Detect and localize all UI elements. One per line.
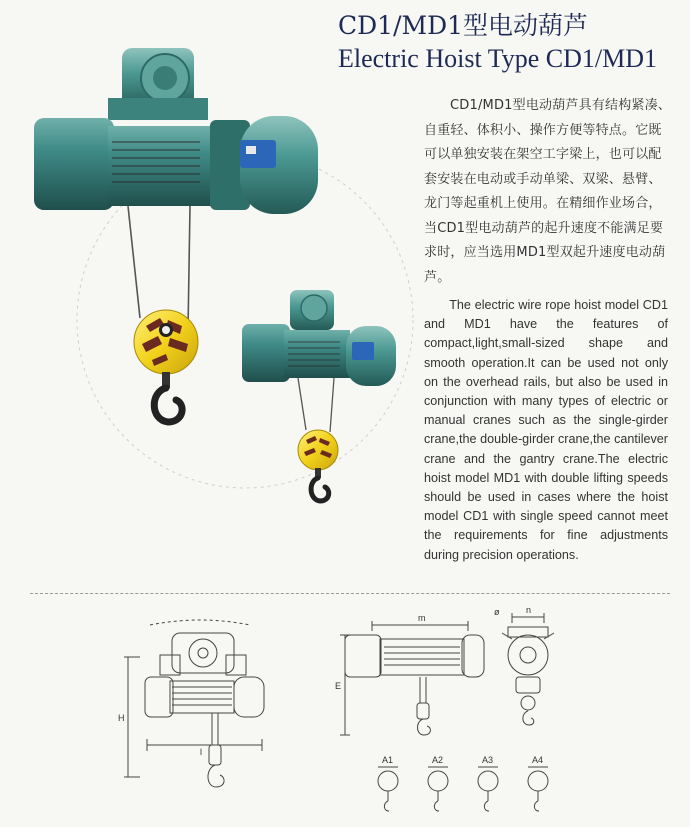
dim-label-H: H [118, 713, 125, 723]
variant-a4 [528, 767, 548, 811]
drawing-variants [378, 767, 548, 811]
dim-label-n: n [526, 605, 532, 615]
variant-a1 [378, 767, 398, 811]
variant-a3 [478, 767, 498, 811]
description-chinese: CD1/MD1型电动葫芦具有结构紧凑、自重轻、体积小、操作方便等特点。它既可以单独安装在架空工字梁上，也可以配套安装在电动或手动单梁、双梁、悬臂、龙门等起重机上使用。在精细作业场合，当CD1型电动葫芦的起升速度不能满足要求时，应当选用MD1型双起升速度电动葫芦。 [424, 98, 672, 285]
variant-label-a2: A2 [432, 755, 444, 765]
small-hoist [242, 290, 396, 501]
dim-label-dia: ø [494, 607, 500, 617]
variant-label-a1: A1 [382, 755, 394, 765]
section-divider [30, 593, 670, 594]
variant-label-a4: A4 [532, 755, 544, 765]
hoist-product-illustration [0, 0, 420, 540]
title-english: Electric Hoist Type CD1/MD1 [338, 44, 658, 73]
drawing-front-view [124, 620, 264, 787]
dim-label-m: m [418, 613, 426, 623]
variant-a2 [428, 767, 448, 811]
dim-label-l: l [200, 747, 202, 757]
drawing-end-view [502, 613, 554, 725]
title-chinese: CD1/MD1型电动葫芦 [338, 11, 589, 40]
variant-label-a3: A3 [482, 755, 494, 765]
description-english: The electric wire rope hoist model CD1 and MD1 have the features of compact,light,small-sized shape and smooth operation.It can be used not only on the overhead rails, but also be used in conjunction with many types of electric or manual cranes such as the single-girder crane,the double-girder crane,the cantilever crane and the gantry crane.The electric hoist model MD1 with double lifting speeds should be used in cases where the hoist model CD1 with single speed cannot meet the requirements for fine adjustments during precision operations. [424, 298, 668, 562]
dim-label-E: E [335, 681, 342, 691]
drawing-side-view [340, 621, 484, 735]
technical-drawings [0, 595, 690, 827]
